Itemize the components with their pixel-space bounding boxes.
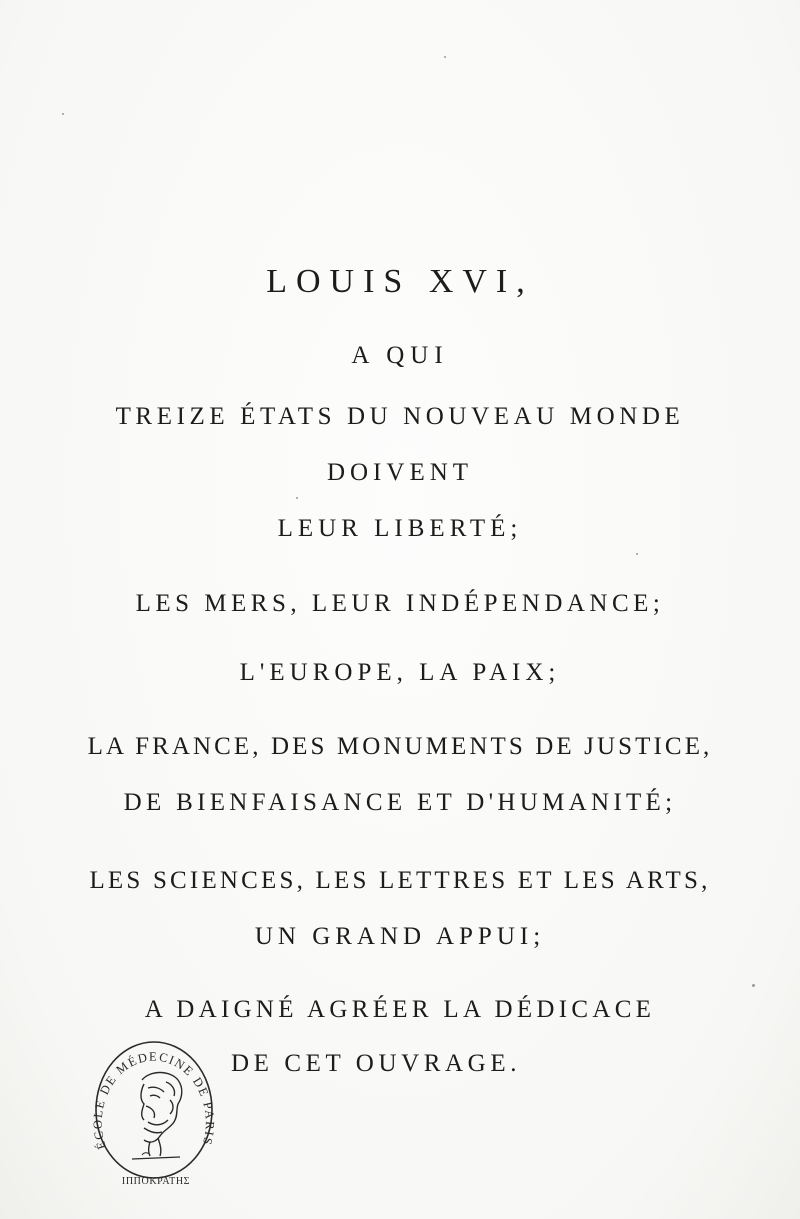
library-stamp <box>84 1034 224 1194</box>
dedication-line: LES SCIENCES, LES LETTRES ET LES ARTS, <box>89 867 711 894</box>
stamp-seal-icon <box>84 1034 224 1194</box>
dedication-title: LOUIS XVI, <box>266 263 534 300</box>
dedication-line: LA FRANCE, DES MONUMENTS DE JUSTICE, <box>87 733 713 760</box>
paper-speck <box>752 984 755 987</box>
dedication-line: L'EUROPE, LA PAIX; <box>239 659 561 686</box>
paper-speck <box>444 56 446 58</box>
paper-speck <box>636 553 638 555</box>
dedication-line: A QUI <box>351 342 449 369</box>
dedication-line: LEUR LIBERTÉ; <box>277 515 523 542</box>
dedication-line: DE CET OUVRAGE. <box>231 1050 522 1077</box>
dedication-line: DOIVENT <box>326 459 474 486</box>
hippocrates-head-icon <box>141 1073 182 1157</box>
dedication-line: DE BIENFAISANCE ET D'HUMANITÉ; <box>123 789 677 816</box>
paper-speck <box>62 113 64 115</box>
stamp-ring-text: ÉCOLE DE MÉDECINE DE PARIS <box>90 1049 217 1152</box>
paper-speck <box>296 497 298 499</box>
dedication-line: LES MERS, LEUR INDÉPENDANCE; <box>135 590 665 617</box>
stamp-bottom-text: ΙΠΠΟΚΡΑΤΗΣ <box>121 1176 191 1187</box>
dedication-line: A DAIGNÉ AGRÉER LA DÉDICACE <box>144 996 656 1023</box>
dedication-line: UN GRAND APPUI; <box>254 923 546 950</box>
dedication-line: TREIZE ÉTATS DU NOUVEAU MONDE <box>115 403 685 430</box>
